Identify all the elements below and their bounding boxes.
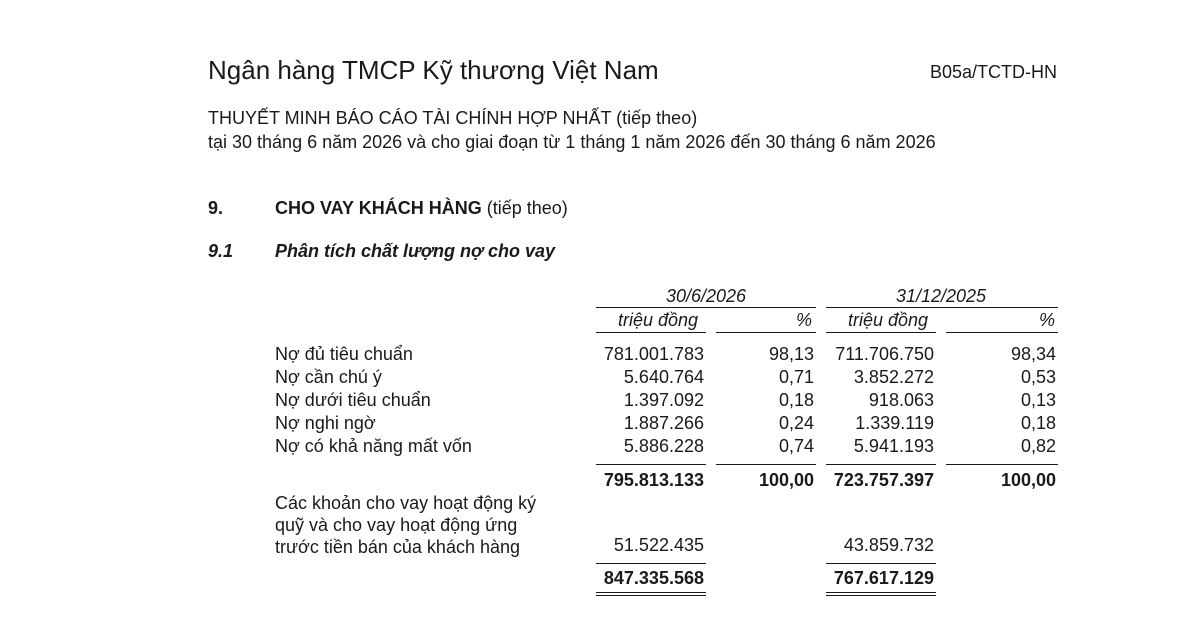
pct-current: 98,13 [768, 344, 814, 364]
total-double-rule [826, 595, 936, 596]
value-prior: 5.941.193 [853, 436, 934, 456]
unit-rule-value-prior [826, 332, 936, 333]
document-period: tại 30 tháng 6 năm 2026 và cho giai đoạn từ 1 tháng 1 năm 2026 đến 30 tháng 6 năm 2026 [208, 132, 936, 152]
subtotal-rule [946, 464, 1058, 465]
value-prior: 918.063 [868, 390, 934, 410]
pct-current: 0,71 [778, 367, 814, 387]
unit-rule-pct-current [716, 332, 816, 333]
total-value-prior: 767.617.129 [833, 568, 934, 588]
period-rule-prior [826, 307, 1058, 308]
document-title: THUYẾT MINH BÁO CÁO TÀI CHÍNH HỢP NHẤT (tiếp theo) [208, 108, 698, 128]
form-code: B05a/TCTD-HN [929, 62, 1057, 82]
section-title [275, 198, 568, 219]
margin-lending-value-current: 51.522.435 [613, 535, 704, 555]
pct-header-prior: % [1039, 310, 1056, 330]
row-label: Nợ nghi ngờ [275, 413, 376, 433]
margin-lending-label-line: quỹ và cho vay hoạt động ứng [275, 515, 518, 535]
subtotal-value-prior: 723.757.397 [833, 470, 934, 490]
unit-header-prior: triệu đồng [848, 310, 929, 330]
unit-rule-pct-prior [946, 332, 1058, 333]
row-label: Nợ có khả năng mất vốn [275, 436, 472, 456]
period-header-prior: 31/12/2025 [895, 286, 987, 306]
subsection-number: 9.1 [208, 241, 234, 261]
total-rule [596, 563, 706, 564]
value-current: 1.887.266 [623, 413, 704, 433]
pct-current: 0,74 [778, 436, 814, 456]
value-current: 781.001.783 [603, 344, 704, 364]
section-title-text: CHO VAY KHÁCH HÀNG [275, 198, 482, 218]
period-header-current: 30/6/2026 [665, 286, 747, 306]
pct-prior: 0,82 [1020, 436, 1056, 456]
section-number: 9. [208, 198, 224, 218]
total-double-rule [596, 595, 706, 596]
subtotal-rule [596, 464, 706, 465]
total-double-rule [596, 592, 706, 593]
value-prior: 1.339.119 [855, 413, 934, 433]
subsection-title: Phân tích chất lượng nợ cho vay [275, 241, 556, 261]
pct-current: 0,18 [778, 390, 814, 410]
bank-name: Ngân hàng TMCP Kỹ thương Việt Nam [208, 55, 659, 85]
total-double-rule [826, 592, 936, 593]
period-rule-current [596, 307, 816, 308]
pct-prior: 0,53 [1020, 367, 1056, 387]
pct-current: 0,24 [778, 413, 814, 433]
row-label: Nợ dưới tiêu chuẩn [275, 390, 431, 410]
subtotal-pct-current: 100,00 [758, 470, 814, 490]
value-current: 1.397.092 [623, 390, 704, 410]
pct-prior: 0,13 [1020, 390, 1056, 410]
value-current: 5.640.764 [623, 367, 704, 387]
subtotal-pct-prior: 100,00 [1000, 470, 1056, 490]
margin-lending-label-line: trước tiền bán của khách hàng [275, 537, 521, 557]
value-prior: 711.706.750 [835, 344, 934, 364]
subtotal-rule [716, 464, 816, 465]
unit-header-current: triệu đồng [618, 310, 699, 330]
section-title-suffix: (tiếp theo) [486, 198, 568, 218]
value-prior: 3.852.272 [853, 367, 934, 387]
pct-prior: 98,34 [1010, 344, 1056, 364]
pct-header-current: % [796, 310, 813, 330]
subtotal-rule [826, 464, 936, 465]
total-value-current: 847.335.568 [603, 568, 704, 588]
pct-prior: 0,18 [1020, 413, 1056, 433]
unit-rule-value-current [596, 332, 706, 333]
subtotal-value-current: 795.813.133 [603, 470, 704, 490]
margin-lending-label [275, 492, 536, 558]
row-label: Nợ đủ tiêu chuẩn [275, 344, 413, 364]
margin-lending-label-line: Các khoản cho vay hoạt động ký [275, 493, 537, 513]
value-current: 5.886.228 [623, 436, 704, 456]
margin-lending-value-prior: 43.859.732 [843, 535, 934, 555]
row-label: Nợ cần chú ý [275, 367, 382, 387]
total-rule [826, 563, 936, 564]
